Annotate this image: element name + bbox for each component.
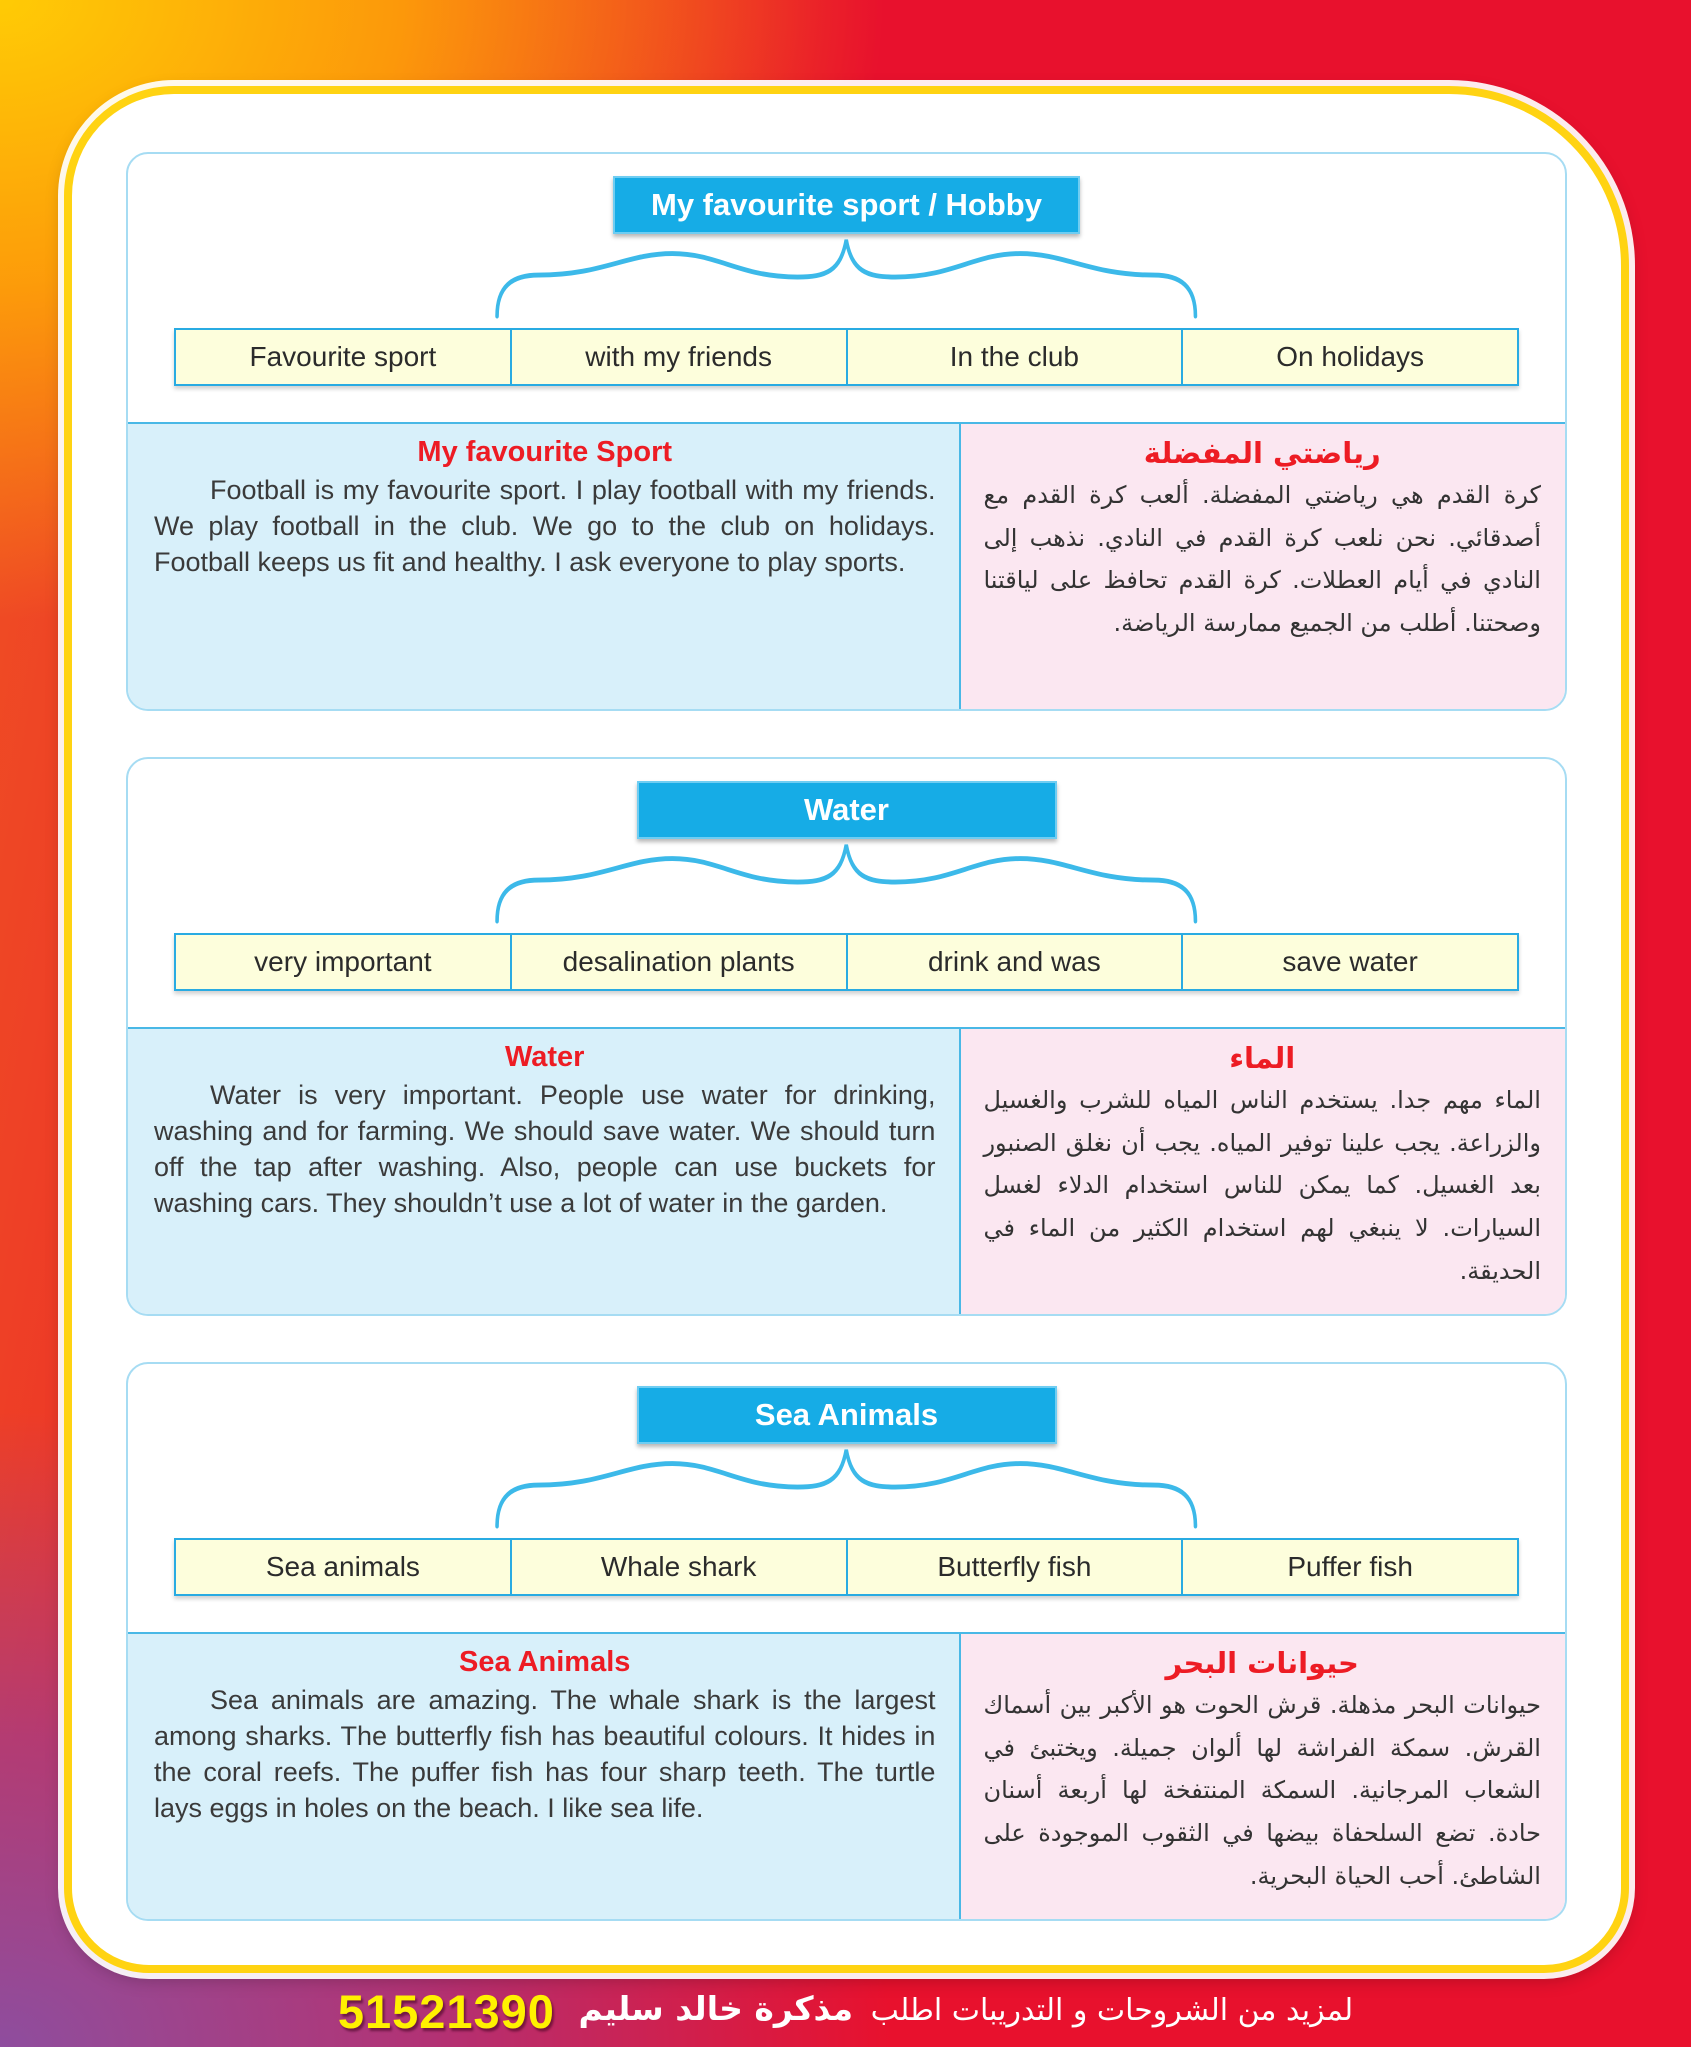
keyword-box: Butterfly fish — [846, 1540, 1182, 1594]
keyword-box: Sea animals — [176, 1540, 510, 1594]
section-water — [126, 757, 1567, 1316]
arabic-heading: حيوانات البحر — [1165, 1646, 1359, 1680]
keyword-box: On holidays — [1181, 330, 1517, 384]
paragraph-block — [128, 1027, 1565, 1314]
brace-icon — [487, 841, 1206, 925]
arabic-column — [961, 1029, 1565, 1314]
english-heading: Water — [504, 1041, 585, 1073]
english-paragraph: Water is very important. People use water for drinking, washing and for farming. We should save water. We should turn off the tap after washing. Also, people can use buckets for washing cars. They shouldn’t use a lot of water in the garden. — [154, 1080, 936, 1218]
footer-banner — [0, 1984, 1691, 2039]
keyword-box: desalination plants — [510, 935, 846, 989]
section-sea-animals — [126, 1362, 1567, 1921]
section-title: Sea Animals — [637, 1386, 1057, 1444]
arabic-paragraph: كرة القدم هي رياضتي المفضلة. ألعب كرة القدم مع أصدقائي. نحن نلعب كرة القدم في النادي. نذهب إلى النادي في أيام العطلات. كرة القدم تحافظ على لياقتنا وصحتنا. أطلب من الجميع ممارسة الرياضة. — [983, 481, 1541, 638]
english-heading: My favourite Sport — [417, 436, 673, 468]
arabic-paragraph: الماء مهم جدا. يستخدم الناس المياه للشرب والغسيل والزراعة. يجب علينا توفير المياه. يجب أن نغلق الصنبور بعد الغسيل. كما يمكن للناس استخدام الدلاء لغسل السيارات. لا ينبغي لهم استخدام الكثير من الماء في الحديقة. — [983, 1086, 1541, 1285]
english-column — [128, 424, 961, 709]
section-title-row — [128, 154, 1565, 234]
keyword-box: Puffer fish — [1181, 1540, 1517, 1594]
brace-icon — [487, 236, 1206, 320]
footer-booklet-name: مذكرة خالد سليم — [578, 1989, 854, 2028]
arabic-column — [961, 424, 1565, 709]
keyword-box: with my friends — [510, 330, 846, 384]
keyword-row — [174, 1538, 1519, 1596]
keyword-box: save water — [1181, 935, 1517, 989]
keyword-box: very important — [176, 935, 510, 989]
keyword-box: In the club — [846, 330, 1182, 384]
section-title: Water — [637, 781, 1057, 839]
section-title-row — [128, 1364, 1565, 1444]
section-title-row — [128, 759, 1565, 839]
footer-text: لمزيد من الشروحات و التدريبات اطلب — [870, 1993, 1354, 2028]
section-title: My favourite sport / Hobby — [613, 176, 1080, 234]
brace-icon — [487, 1446, 1206, 1530]
footer-phone-number: 51521390 — [337, 1985, 555, 2038]
paragraph-block — [128, 1632, 1565, 1919]
section-favourite-sport — [126, 152, 1567, 711]
english-heading: Sea Animals — [459, 1646, 631, 1678]
paragraph-block — [128, 422, 1565, 709]
arabic-column — [961, 1634, 1565, 1919]
english-paragraph: Football is my favourite sport. I play football with my friends. We play football in the club. We go to the club on holidays. Football keeps us fit and healthy. I ask everyone to play sports. — [154, 475, 936, 577]
keyword-row — [174, 933, 1519, 991]
english-column — [128, 1029, 961, 1314]
keyword-row — [174, 328, 1519, 386]
keyword-box: drink and was — [846, 935, 1182, 989]
arabic-heading: الماء — [1229, 1041, 1296, 1075]
keyword-box: Whale shark — [510, 1540, 846, 1594]
arabic-heading: رياضتي المفضلة — [1143, 436, 1381, 470]
arabic-paragraph: حيوانات البحر مذهلة. قرش الحوت هو الأكبر بين أسماك القرش. سمكة الفراشة لها ألوان جميلة. ويختبئ في الشعاب المرجانية. السمكة المنتفخة لها أربعة أسنان حادة. تضع السلحفاة بيضها في الثقوب الموجودة على الشاطئ. أحب الحياة البحرية. — [983, 1691, 1541, 1890]
english-column — [128, 1634, 961, 1919]
keyword-box: Favourite sport — [176, 330, 510, 384]
content-card — [64, 86, 1629, 1973]
english-paragraph: Sea animals are amazing. The whale shark is the largest among sharks. The butterfly fish has beautiful colours. It hides in the coral reefs. The puffer fish has four sharp teeth. The turtle lays eggs in holes on the beach. I like sea life. — [154, 1685, 936, 1823]
